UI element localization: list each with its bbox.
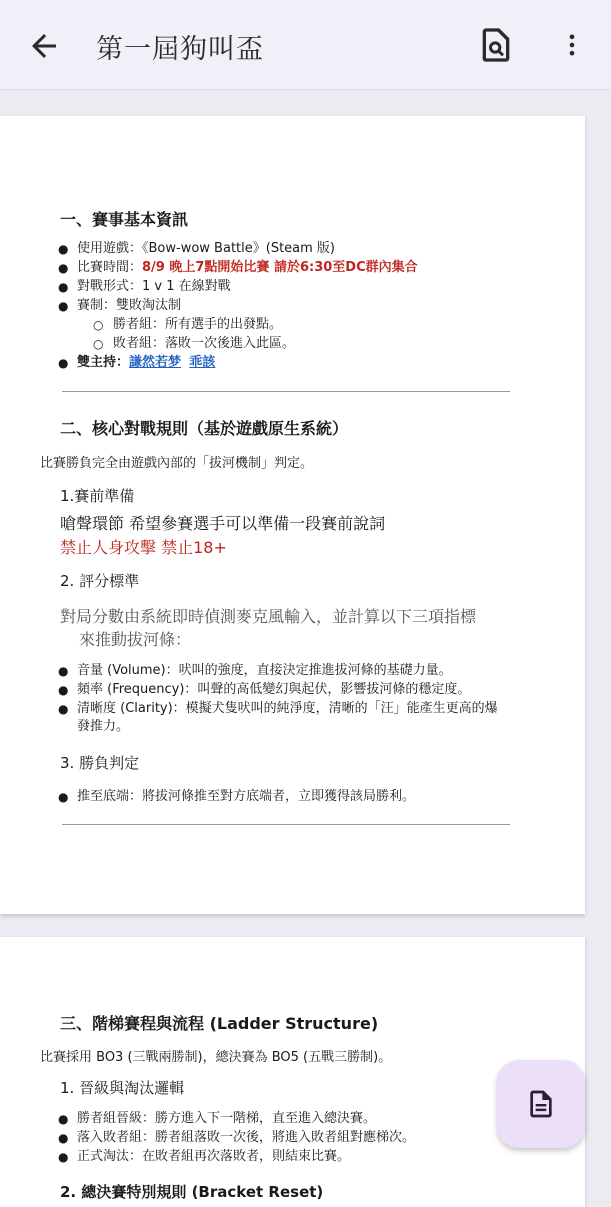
list-item-win-rule: ● 推至底端：將拔河條推至對方底端者，立即獲得該局勝利。 [58,789,416,804]
host2-link[interactable]: 乖該 [189,355,216,370]
find-in-page-icon[interactable] [476,24,516,66]
scoring-text: 對局分數由系統即時偵測麥克風輸入，並計算以下三項指標 來推動拔河條： [60,607,477,649]
divider [62,391,510,392]
list-item-system: ● 賽制：雙敗淘汰制 [58,298,182,313]
bullet-icon: ● [58,280,69,294]
app-bar [0,0,611,90]
bullet-icon: ● [58,1112,69,1126]
win-title: 3. 勝負判定 [60,754,140,772]
host1-link[interactable]: 謙然若梦 [129,355,182,370]
section2-intro: 比賽勝負完全由遊戲內部的「拔河機制」判定。 [40,456,314,471]
list-item-adv2: ● 落入敗者組：勝者組落敗一次後，將進入敗者組對應梯次。 [58,1130,416,1145]
description-icon [525,1086,557,1122]
bullet-icon: ● [58,261,69,275]
list-item-format: ● 對戰形式：1 v 1 在線對戰 [58,279,231,294]
final-title: 2. 總決賽特別規則 (Bracket Reset) [60,1183,324,1201]
list-item-hosts: ● 雙主持：謙然若梦 乖該 [58,355,216,370]
bullet-icon: ● [58,790,69,804]
prep-text: 嗆聲環節 希望參賽選手可以準備一段賽前說詞 [60,514,386,533]
document-page-2 [0,937,585,1207]
circle-bullet-icon: ○ [93,318,104,332]
document-outline-button[interactable] [497,1060,585,1148]
bullet-icon: ● [58,664,69,678]
list-item-frequency: ● 頻率 (Frequency)：叫聲的高低變幻與起伏，影響拔河條的穩定度。 [58,682,471,697]
bullet-icon: ● [58,683,69,697]
document-page-1 [0,116,585,914]
bullet-icon: ● [58,299,69,313]
list-item-clarity: ● 清晰度 (Clarity)：模擬犬隻吠叫的純淨度，清晰的「汪」能產生更高的爆 發推力。 [58,701,498,734]
section3-intro: 比賽採用 BO3 (三戰兩勝制)，總決賽為 BO5 (五戰三勝制)。 [40,1050,392,1065]
section2-heading: 二、核心對戰規則（基於遊戲原生系統） [60,419,349,438]
section1-heading: 一、賽事基本資訊 [60,210,189,229]
list-item-adv1: ● 勝者組晉級：勝方進入下一階梯，直至進入總決賽。 [58,1111,377,1126]
bullet-icon: ● [58,1131,69,1145]
section3-heading: 三、階梯賽程與流程 (Ladder Structure) [60,1014,379,1033]
arrow-back-icon[interactable] [26,28,62,64]
more-vert-icon[interactable] [558,27,586,63]
document-title: 第一屆狗叫盃 [96,34,264,65]
scoring-title: 2. 評分標準 [60,572,140,590]
bullet-icon: ● [58,702,69,716]
prep-title: 1.賽前準備 [60,487,135,505]
divider [62,824,510,825]
bullet-icon: ● [58,1150,69,1164]
circle-bullet-icon: ○ [93,337,104,351]
bullet-icon: ● [58,242,69,256]
list-item-winners: ○ 勝者組：所有選手的出發點。 [93,317,283,332]
list-item-game: ● 使用遊戲：《Bow-wow Battle》(Steam 版) [58,241,336,256]
prep-warning: 禁止人身攻擊 禁止18+ [60,538,227,557]
list-item-adv3: ● 正式淘汰：在敗者組再次落敗者，則結束比賽。 [58,1149,351,1164]
list-item-time: ● 比賽時間：8/9 晚上7點開始比賽 請於6:30至DC群內集合 [58,260,418,275]
list-item-volume: ● 音量 (Volume)：吠叫的強度，直接決定推進拔河條的基礎力量。 [58,663,452,678]
bullet-icon: ● [58,356,69,370]
advance-title: 1. 晉級與淘汰邏輯 [60,1079,185,1097]
list-item-losers: ○ 敗者組：落敗一次後進入此區。 [93,336,296,351]
